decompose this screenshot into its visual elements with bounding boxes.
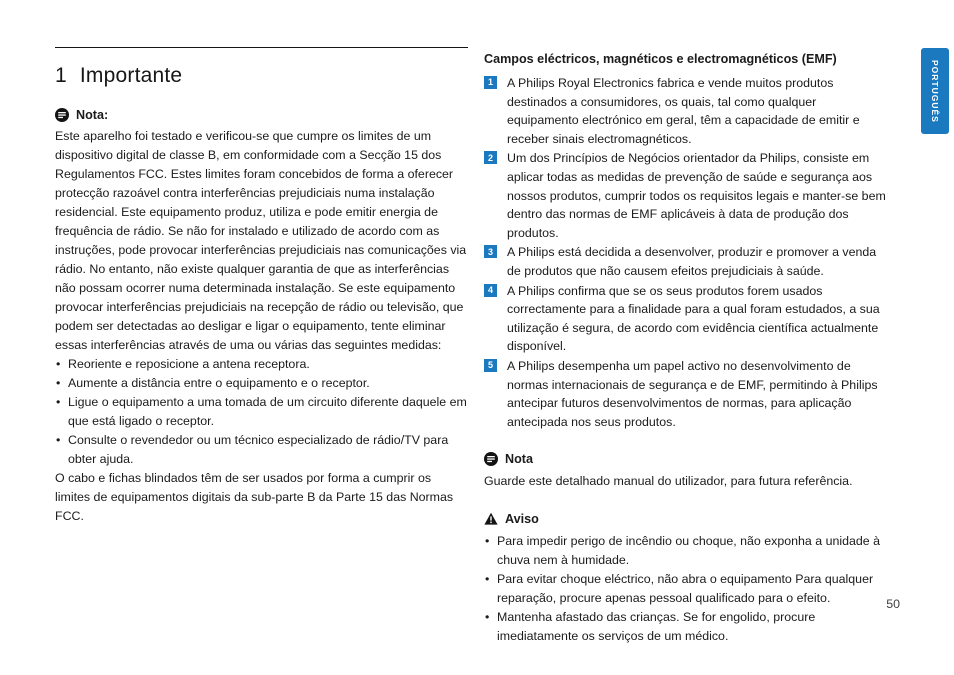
emf-item-text: A Philips confirma que se os seus produtos forem usados correctamente para a finalidade para a qual foram estudados, a sua utilização é segura, de acordo com evidência científica actualmente disponível. — [507, 283, 880, 354]
emf-item — [484, 357, 886, 431]
list-number-badge: 4 — [484, 284, 497, 297]
list-item: • Mantenha afastado das crianças. Se for engolido, procure imediatamente os serviços de um médico. — [484, 608, 886, 646]
fcc-paragraph: Este aparelho foi testado e verificou-se que cumpre os limites de um dispositivo digital de classe B, em conformidade com a Secção 15 dos Regulamentos FCC. Estes limites foram concebidos de forma a oferecer protecção razoável contra interferências prejudiciais numa instalação residencial. Este equipamento produz, utiliza e pode emitir energia de frequência de rádio. Se não for instalado e utilizado de acordo com as instruções, pode provocar interferências prejudiciais nas comunicações via rádio. No entanto, não existe qualquer garantia de que as interferências não possam ocorrer numa determinada instalação. Se este equipamento provocar interferências prejudiciais na recepção de rádio ou televisão, que podem ser detectadas ao desligar e ligar o equipamento, tente eliminar essas interferências através de uma ou várias das seguintes medidas: — [55, 129, 467, 352]
emf-item-text: Um dos Princípios de Negócios orientador da Philips, consiste em aplicar todas as medidas de prevenção de saúde e segurança aos nossos produtos, cumprir todos os requisitos legais e manter-se bem dentro das normas de EMF aplicáveis à data de produção dos produtos. — [507, 151, 886, 240]
nota-section — [484, 452, 886, 491]
fcc-measures-list — [55, 355, 468, 469]
page-number: 50 — [886, 597, 900, 611]
note-header — [55, 108, 468, 122]
aviso-label: Aviso — [505, 512, 539, 527]
language-tab-portugues — [921, 48, 949, 134]
list-number-badge: 2 — [484, 151, 497, 164]
emf-item — [484, 243, 886, 280]
section-title-text: Importante — [79, 64, 183, 87]
section-number: 1 — [55, 64, 67, 87]
aviso-header — [484, 512, 886, 526]
note-icon — [484, 452, 498, 466]
note-icon — [55, 108, 69, 122]
aviso-list — [484, 532, 886, 646]
list-item: • Para evitar choque eléctrico, não abra o equipamento Para qualquer reparação, procure apenas pessoal qualificado para o efeito. — [484, 570, 886, 608]
list-number-badge: 3 — [484, 245, 497, 258]
nota-text: Guarde este detalhado manual do utilizador, para futura referência. — [484, 474, 853, 489]
emf-item — [484, 149, 886, 242]
nota-header — [484, 452, 886, 466]
list-number-badge: 5 — [484, 359, 497, 372]
language-tab-label: PORTUGUÊS — [930, 59, 940, 123]
page-title — [55, 64, 468, 88]
list-item: • Consulte o revendedor ou um técnico especializado de rádio/TV para obter ajuda. — [55, 431, 468, 469]
emf-item-text: A Philips está decidida a desenvolver, produzir e promover a venda de produtos que não causem efeitos prejudiciais à saúde. — [507, 245, 877, 278]
emf-item-text: A Philips Royal Electronics fabrica e vende muitos produtos destinados a consumidores, os quais, tal como qualquer equipamento electrónico em geral, têm a capacidade de emitir e receber sinais electromagnéticos. — [507, 76, 860, 146]
emf-item — [484, 282, 886, 356]
fcc-closing-paragraph: O cabo e fichas blindados têm de ser usados por forma a cumprir os limites de equipamentos digitais da sub-parte B da Parte 15 das Normas FCC. — [55, 471, 454, 523]
list-item: • Para impedir perigo de incêndio ou choque, não exponha a unidade à chuva nem à humidade. — [484, 532, 886, 570]
emf-item — [484, 74, 886, 148]
warning-icon — [484, 512, 498, 526]
emf-item-text: A Philips desempenha um papel activo no desenvolvimento de normas internacionais de segurança e de EMF, permitindo à Philips antecipar futuros desenvolvimentos de normas, para aplicação antecipada nos seus produtos. — [507, 358, 878, 429]
emf-heading: Campos eléctricos, magnéticos e electromagnéticos (EMF) — [484, 52, 837, 66]
list-item: • Aumente a distância entre o equipamento e o receptor. — [55, 374, 468, 393]
list-item: • Ligue o equipamento a uma tomada de um circuito diferente daquele em que está ligado o receptor. — [55, 393, 468, 431]
list-item: • Reoriente e reposicione a antena receptora. — [55, 355, 468, 374]
aviso-section — [484, 512, 886, 646]
nota-label: Nota — [505, 452, 533, 467]
right-column — [484, 52, 886, 646]
list-number-badge: 1 — [484, 76, 497, 89]
section-divider — [55, 47, 468, 48]
note-label: Nota: — [76, 108, 109, 122]
left-column — [55, 47, 468, 526]
